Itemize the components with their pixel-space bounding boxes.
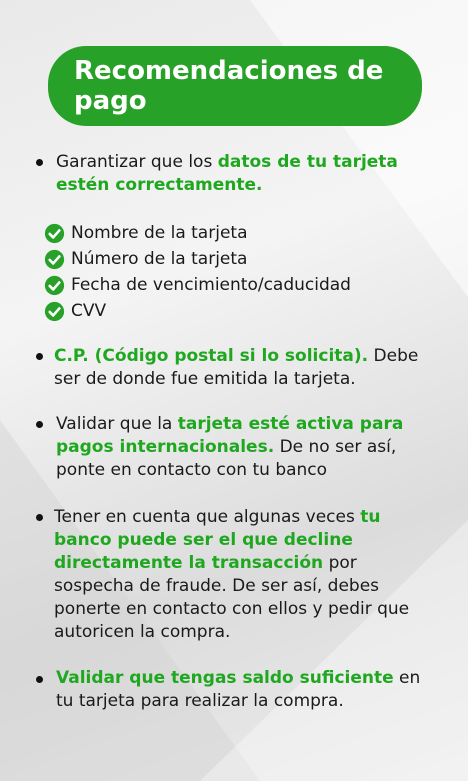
item-text: en tu tarjeta para realizar la compra. (56, 668, 421, 711)
checklist-item (44, 298, 351, 324)
check-circle-icon (44, 249, 65, 270)
checklist-label: Número de la tarjeta (71, 249, 248, 269)
recommendation-active-card (56, 413, 436, 482)
item-highlight: tarjeta esté activa para pagos internacionales. (56, 414, 404, 457)
check-circle-icon (44, 275, 65, 296)
item-text: Validar que la (56, 414, 178, 434)
check-circle-icon (44, 301, 65, 322)
card-fields-checklist (44, 220, 351, 324)
bullet-icon (36, 676, 43, 683)
checklist-item (44, 246, 351, 272)
item-text: Garantizar que los (56, 152, 218, 172)
recommendation-balance (56, 667, 436, 713)
item-text: Tener en cuenta que algunas veces (54, 507, 361, 527)
item-highlight: Validar que tengas saldo suficiente (56, 668, 394, 688)
recommendation-postal-code (54, 345, 434, 391)
checklist-label: Nombre de la tarjeta (71, 223, 248, 243)
checklist-label: Fecha de vencimiento/caducidad (71, 275, 351, 295)
item-highlight: C.P. (Código postal si lo solicita). (54, 346, 369, 366)
checklist-item (44, 272, 351, 298)
bullet-icon (36, 353, 43, 360)
checklist-item (44, 220, 351, 246)
item-highlight: datos de tu tarjeta estén correctamente. (56, 152, 398, 195)
recommendation-bank-decline (54, 506, 434, 644)
item-text: De no ser así, ponte en contacto con tu banco (56, 437, 397, 480)
bullet-icon (36, 159, 43, 166)
recommendation-card-data (56, 151, 436, 197)
page-title: Recomendaciones de pago (74, 56, 384, 116)
bullet-icon (36, 421, 43, 428)
item-highlight: tu banco puede ser el que decline directamente la transacción (54, 507, 381, 573)
checklist-label: CVV (71, 301, 107, 321)
title-banner (48, 46, 422, 126)
check-circle-icon (44, 223, 65, 244)
item-text: por sospecha de fraude. De ser así, debes ponerte en contacto con ellos y pedir que autoricen la compra. (54, 553, 410, 642)
item-text: Debe ser de donde fue emitida la tarjeta. (54, 346, 419, 389)
bullet-icon (36, 514, 43, 521)
